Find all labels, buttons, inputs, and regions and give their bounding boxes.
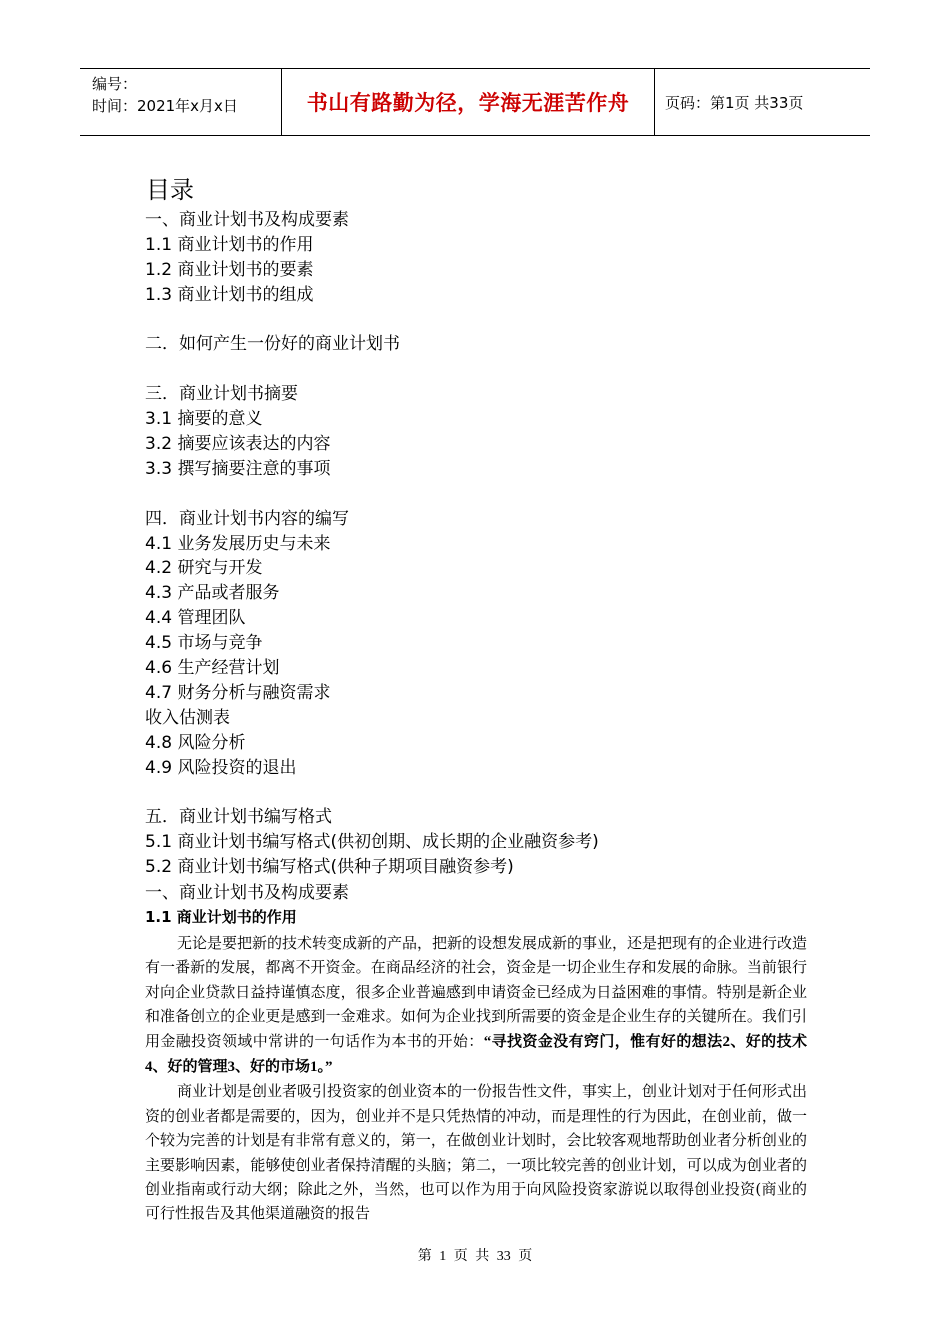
table-of-contents (145, 208, 825, 880)
toc-entry: 5.2 商业计划书编写格式(供种子期项目融资参考) (145, 857, 514, 878)
paragraph-1-text: 无论是要把新的技术转变成新的产品，把新的设想发展成新的事业，还是把现有的企业进行改造有一番新的发展，都离不开资金。在商品经济的社会，资金是一切企业生存和发展的命脉。当前银行对向企业贷款日益持谨慎态度，很多企业普遍感到申请资金已经成为日益困难的事情。特别是新企业和准备创立的企业更是感到一金难求。如何为企业找到所需要的资金是企业生存的关键所在。我们引用金融投资领域中常讲的一句话作为本书的开始： (145, 934, 808, 1050)
toc-entry: 4.4 管理团队 (145, 608, 246, 629)
toc-entry: 3.2 摘要应该表达的内容 (145, 434, 331, 455)
toc-entry: 3.3 撰写摘要注意的事项 (145, 458, 331, 479)
toc-entry: 5.1 商业计划书编写格式(供初创期、成长期的企业融资参考) (145, 832, 599, 853)
toc-entry: 三．商业计划书摘要 (145, 384, 298, 405)
toc-entry: 五．商业计划书编写格式 (145, 807, 332, 828)
toc-entry: 4.7 财务分析与融资需求 (145, 682, 331, 703)
toc-title: 目录 (146, 176, 194, 204)
toc-spacer (145, 357, 825, 382)
toc-entry: 四．商业计划书内容的编写 (145, 508, 349, 529)
body-paragraph-2: 商业计划是创业者吸引投资家的创业资本的一份报告性文件，事实上，创业计划对于任何形式出资的创业者都是需要的，因为，创业并不是只凭热情的冲动，而是理性的行为因此，在创业前，做一个较为完善的计划是有非常有意义的，第一，在做创业计划时，会比较客观地帮助创业者分析创业的主要影响因素，能够使创业者保持清醒的头脑；第二，一项比较完善的创业计划，可以成为创业者的创业指南或行动大纲；除此之外，当然，也可以作为用于向风险投资家游说以取得创业投资(商业的可行性报告及其他渠道融资的报告 (145, 1082, 808, 1223)
document-time-label: 时间：2021年x月x日 (92, 97, 238, 115)
toc-entry: 4.3 产品或者服务 (145, 583, 280, 604)
paragraph-1-quote: “寻找资金没有窍门，惟有好的想法2、好的技术4、好的管理3、好的市场1。” (145, 1033, 807, 1076)
toc-entry: 二．如何产生一份好的商业计划书 (145, 334, 400, 355)
header-motto-cell (282, 69, 655, 135)
page-footer: 第 1 页 共 33 页 (417, 1249, 533, 1264)
toc-spacer (145, 482, 825, 507)
toc-entry: 4.5 市场与竞争 (145, 633, 263, 654)
header-motto: 书山有路勤为径，学海无涯苦作舟 (306, 91, 630, 115)
toc-spacer (145, 308, 825, 333)
header-page-info-cell (655, 69, 870, 135)
section-subheading: 1.1 商业计划书的作用 (145, 908, 297, 926)
document-number-label: 编号： (92, 75, 138, 93)
toc-entry: 1.2 商业计划书的要素 (145, 259, 314, 280)
toc-entry: 收入估测表 (145, 707, 230, 728)
toc-entry: 4.8 风险分析 (145, 732, 246, 753)
header-page-info: 页码：第1页 共33页 (665, 93, 804, 112)
toc-entry: 4.9 风险投资的退出 (145, 757, 297, 778)
toc-entry: 4.6 生产经营计划 (145, 658, 280, 679)
body-paragraph-1 (145, 931, 807, 1079)
header-meta (80, 69, 282, 135)
toc-entry: 3.1 摘要的意义 (145, 409, 263, 430)
page-header (80, 68, 870, 136)
toc-entry: 1.3 商业计划书的组成 (145, 284, 314, 305)
toc-entry: 4.1 业务发展历史与未来 (145, 533, 331, 554)
toc-entry: 1.1 商业计划书的作用 (145, 234, 314, 255)
toc-spacer (145, 780, 825, 805)
toc-entry: 4.2 研究与开发 (145, 558, 263, 579)
section-heading: 一、商业计划书及构成要素 (145, 883, 349, 903)
section-body (145, 931, 807, 1226)
toc-entry: 一、商业计划书及构成要素 (145, 210, 349, 230)
